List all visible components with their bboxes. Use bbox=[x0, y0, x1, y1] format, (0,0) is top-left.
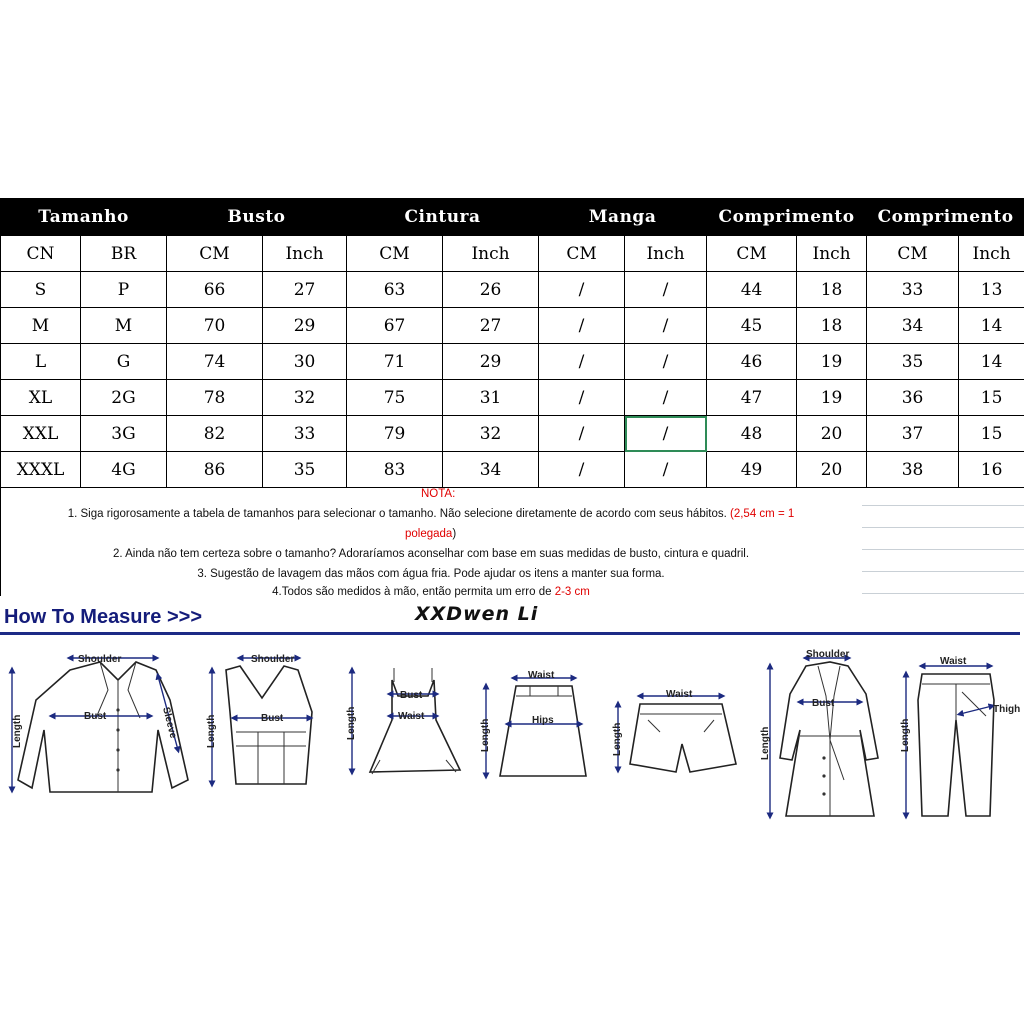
table-cell[interactable]: 45 bbox=[707, 308, 797, 344]
table-cell[interactable]: 71 bbox=[347, 344, 443, 380]
subheader-cell[interactable]: Inch bbox=[797, 236, 867, 272]
label-hips: Hips bbox=[532, 715, 554, 726]
table-cell[interactable]: 15 bbox=[959, 380, 1024, 416]
table-cell[interactable]: 67 bbox=[347, 308, 443, 344]
table-row bbox=[1, 416, 1024, 452]
header-comprimento: Comprimento bbox=[707, 199, 867, 236]
size-table bbox=[0, 198, 1024, 488]
skirt-figure bbox=[480, 670, 586, 776]
table-cell[interactable]: 74 bbox=[167, 344, 263, 380]
header-manga: Manga bbox=[539, 199, 707, 236]
empty-grid-cells bbox=[862, 484, 1024, 596]
table-cell[interactable]: S bbox=[1, 272, 81, 308]
table-cell[interactable]: / bbox=[539, 272, 625, 308]
table-row bbox=[1, 380, 1024, 416]
table-cell[interactable]: 18 bbox=[797, 308, 867, 344]
table-cell[interactable]: 35 bbox=[867, 344, 959, 380]
label-length-5: Length bbox=[612, 722, 623, 756]
table-cell[interactable]: 32 bbox=[443, 416, 539, 452]
measurement-figures bbox=[0, 640, 1024, 830]
table-cell[interactable]: M bbox=[1, 308, 81, 344]
header-cintura: Cintura bbox=[347, 199, 539, 236]
table-cell[interactable]: 3G bbox=[81, 416, 167, 452]
table-cell[interactable]: 70 bbox=[167, 308, 263, 344]
table-cell[interactable]: 14 bbox=[959, 308, 1024, 344]
table-cell[interactable]: 31 bbox=[443, 380, 539, 416]
table-cell[interactable]: 44 bbox=[707, 272, 797, 308]
table-body bbox=[1, 236, 1024, 488]
trousers-figure bbox=[900, 656, 1020, 816]
blouse-figure bbox=[12, 654, 188, 792]
note-2: 2. Ainda não tem certeza sobre o tamanho? Adoraríamos aconselhar com base em suas medidas de busto, cintura e quadril. bbox=[112, 548, 750, 560]
table-cell[interactable]: G bbox=[81, 344, 167, 380]
note-1-continued: polegada) bbox=[405, 528, 457, 540]
label-shoulder: Shoulder bbox=[78, 654, 122, 665]
notes-section bbox=[0, 484, 861, 596]
table-cell[interactable]: 63 bbox=[347, 272, 443, 308]
table-row bbox=[1, 344, 1024, 380]
table-cell[interactable]: M bbox=[81, 308, 167, 344]
table-cell[interactable]: 29 bbox=[263, 308, 347, 344]
table-cell[interactable]: 49 bbox=[707, 452, 797, 488]
subheader-cell[interactable]: CN bbox=[1, 236, 81, 272]
label-shoulder-2: Shoulder bbox=[251, 654, 295, 665]
coat-figure bbox=[760, 649, 878, 816]
notes-title: NOTA: bbox=[421, 488, 456, 500]
table-cell[interactable]: 16 bbox=[959, 452, 1024, 488]
table-cell[interactable]: 27 bbox=[263, 272, 347, 308]
subheader-cell[interactable]: Inch bbox=[263, 236, 347, 272]
subheader-cell[interactable]: CM bbox=[707, 236, 797, 272]
tank-top-figure bbox=[206, 654, 312, 784]
table-cell[interactable]: 34 bbox=[867, 308, 959, 344]
table-header bbox=[1, 199, 1024, 236]
subheader-row bbox=[1, 236, 1024, 272]
table-cell[interactable]: 29 bbox=[443, 344, 539, 380]
table-cell[interactable]: 19 bbox=[797, 344, 867, 380]
note-4: 4.Todos são medidos à mão, então permita um erro de 2-3 cm bbox=[272, 586, 590, 598]
label-waist-3: Waist bbox=[398, 711, 425, 722]
label-length-4: Length bbox=[480, 718, 491, 752]
table-cell[interactable]: 33 bbox=[263, 416, 347, 452]
table-cell[interactable]: 36 bbox=[867, 380, 959, 416]
label-waist-7: Waist bbox=[940, 656, 967, 667]
table-cell[interactable]: 78 bbox=[167, 380, 263, 416]
table-cell[interactable]: 75 bbox=[347, 380, 443, 416]
label-bust-3: Bust bbox=[400, 690, 423, 701]
subheader-cell[interactable]: CM bbox=[867, 236, 959, 272]
table-cell[interactable]: 47 bbox=[707, 380, 797, 416]
subheader-cell[interactable]: CM bbox=[539, 236, 625, 272]
how-to-measure-title: How To Measure >>> bbox=[4, 606, 203, 628]
header-busto: Busto bbox=[167, 199, 347, 236]
table-cell[interactable]: / bbox=[539, 452, 625, 488]
table-cell[interactable]: 37 bbox=[867, 416, 959, 452]
table-cell[interactable]: 32 bbox=[263, 380, 347, 416]
note-3: 3. Sugestão de lavagem das mãos com água fria. Pode ajudar os itens a manter sua forma. bbox=[197, 568, 665, 580]
table-cell[interactable]: 4G bbox=[81, 452, 167, 488]
subheader-cell[interactable]: CM bbox=[347, 236, 443, 272]
table-cell[interactable]: 20 bbox=[797, 452, 867, 488]
table-cell[interactable]: 82 bbox=[167, 416, 263, 452]
table-cell[interactable]: 38 bbox=[867, 452, 959, 488]
table-cell[interactable]: P bbox=[81, 272, 167, 308]
table-cell[interactable]: 86 bbox=[167, 452, 263, 488]
label-sleeve: Sleeve bbox=[160, 706, 179, 740]
table-cell[interactable]: XXL bbox=[1, 416, 81, 452]
table-cell[interactable]: 79 bbox=[347, 416, 443, 452]
label-bust-2: Bust bbox=[261, 713, 284, 724]
note-1: 1. Siga rigorosamente a tabela de tamanhos para selecionar o tamanho. Não selecione diretamente de acordo com seus hábitos. (2,54 cm = 1 bbox=[67, 508, 795, 520]
table-cell[interactable]: 13 bbox=[959, 272, 1024, 308]
brand-name: XXDwen Li bbox=[415, 603, 539, 625]
label-bust-6: Bust bbox=[812, 698, 835, 709]
label-shoulder-6: Shoulder bbox=[806, 649, 850, 660]
table-cell[interactable]: / bbox=[625, 272, 707, 308]
table-cell[interactable]: 83 bbox=[347, 452, 443, 488]
subheader-cell[interactable]: CM bbox=[167, 236, 263, 272]
label-length-7: Length bbox=[900, 718, 911, 752]
label-length: Length bbox=[12, 714, 23, 748]
header-tamanho: Tamanho bbox=[1, 199, 167, 236]
table-cell[interactable]: L bbox=[1, 344, 81, 380]
table-cell[interactable]: / bbox=[539, 416, 625, 452]
table-cell[interactable]: 2G bbox=[81, 380, 167, 416]
table-cell[interactable]: XL bbox=[1, 380, 81, 416]
subheader-cell[interactable]: BR bbox=[81, 236, 167, 272]
table-cell[interactable]: 48 bbox=[707, 416, 797, 452]
table-row bbox=[1, 452, 1024, 488]
label-thigh: Thigh bbox=[993, 704, 1021, 715]
label-length-3: Length bbox=[346, 706, 357, 740]
shorts-figure bbox=[612, 689, 736, 772]
subheader-cell[interactable]: Inch bbox=[443, 236, 539, 272]
table-cell[interactable]: 30 bbox=[263, 344, 347, 380]
table-cell[interactable]: / bbox=[539, 380, 625, 416]
divider bbox=[0, 632, 1020, 635]
table-cell[interactable]: XXXL bbox=[1, 452, 81, 488]
dress-figure bbox=[346, 668, 460, 774]
table-cell[interactable]: 34 bbox=[443, 452, 539, 488]
table-cell[interactable]: / bbox=[539, 344, 625, 380]
table-cell[interactable]: / bbox=[625, 308, 707, 344]
table-cell[interactable]: 66 bbox=[167, 272, 263, 308]
table-cell[interactable]: 46 bbox=[707, 344, 797, 380]
table-cell[interactable]: / bbox=[625, 380, 707, 416]
table-row bbox=[1, 272, 1024, 308]
table-cell[interactable]: / bbox=[625, 344, 707, 380]
subheader-cell[interactable]: Inch bbox=[625, 236, 707, 272]
table-cell[interactable]: 18 bbox=[797, 272, 867, 308]
label-bust: Bust bbox=[84, 711, 107, 722]
header-comprimento-2: Comprimento bbox=[867, 199, 1024, 236]
table-cell[interactable]: / bbox=[625, 416, 707, 452]
table-row bbox=[1, 308, 1024, 344]
table-cell[interactable]: 33 bbox=[867, 272, 959, 308]
label-waist-4: Waist bbox=[528, 670, 555, 681]
table-cell[interactable]: 27 bbox=[443, 308, 539, 344]
table-cell[interactable]: 14 bbox=[959, 344, 1024, 380]
table-cell[interactable]: 20 bbox=[797, 416, 867, 452]
table-cell[interactable]: 26 bbox=[443, 272, 539, 308]
table-cell[interactable]: 15 bbox=[959, 416, 1024, 452]
table-cell[interactable]: 35 bbox=[263, 452, 347, 488]
label-waist-5: Waist bbox=[666, 689, 693, 700]
label-length-6: Length bbox=[760, 726, 771, 760]
table-cell[interactable]: / bbox=[539, 308, 625, 344]
subheader-cell[interactable]: Inch bbox=[959, 236, 1024, 272]
label-length-2: Length bbox=[206, 714, 217, 748]
table-cell[interactable]: 19 bbox=[797, 380, 867, 416]
table-cell[interactable]: / bbox=[625, 452, 707, 488]
